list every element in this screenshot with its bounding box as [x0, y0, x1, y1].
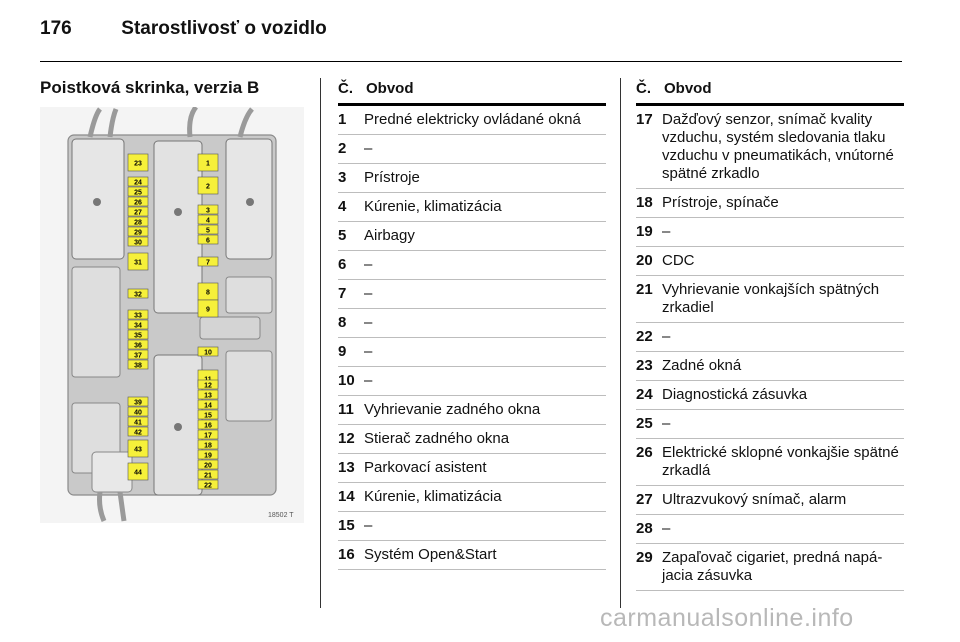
table-row [338, 309, 606, 338]
fuse-slot-label: 35 [134, 332, 142, 340]
fuse-circuit: – [662, 520, 671, 537]
fuse-number: 11 [338, 401, 354, 418]
table-row [636, 218, 904, 247]
table-row [636, 352, 904, 381]
table-row [636, 544, 904, 591]
fuse-box-diagram [40, 107, 304, 523]
fuse-slot-label: 32 [134, 291, 142, 299]
table-row [338, 222, 606, 251]
watermark: carmanualsonline.info [600, 604, 854, 632]
fuse-slot-label: 30 [134, 239, 142, 247]
fuse-slot-label: 36 [134, 342, 142, 350]
fuse-number: 27 [636, 491, 653, 508]
fuse-number: 22 [636, 328, 653, 345]
fuse-slot-label: 31 [134, 259, 142, 267]
table-row [338, 425, 606, 454]
fuse-slot-label: 8 [206, 289, 210, 297]
fuse-number: 12 [338, 430, 355, 447]
fuse-circuit: – [662, 328, 671, 345]
fuse-circuit: – [364, 256, 373, 273]
page-header [40, 18, 327, 40]
fuse-circuit: Elektrické sklopné vonkajšie spätné zrkadlá [662, 444, 899, 479]
table-header [338, 80, 606, 106]
fuse-slot-label: 38 [134, 362, 142, 370]
fuse-number: 18 [636, 194, 653, 211]
table-row [338, 164, 606, 193]
fuse-circuit: Vyhrievanie zadného okna [364, 401, 541, 418]
table-row [338, 541, 606, 570]
fuse-circuit: Prístroje [364, 169, 420, 186]
fuse-number: 26 [636, 444, 653, 461]
fuse-number: 28 [636, 520, 653, 537]
page-number: 176 [40, 18, 72, 39]
fuse-slot-label: 26 [134, 199, 142, 207]
table-header [636, 80, 904, 106]
fuse-circuit: Vyhrievanie vonkajších spätných zrkadiel [662, 281, 880, 316]
table-row [636, 276, 904, 323]
fuse-circuit: – [662, 223, 671, 240]
fuse-number: 6 [338, 256, 347, 273]
fuse-circuit: Systém Open&Start [364, 546, 497, 563]
fuse-slot-label: 43 [134, 446, 142, 454]
table-row [338, 251, 606, 280]
fuse-number: 16 [338, 546, 355, 563]
table-row [636, 247, 904, 276]
table-row [338, 338, 606, 367]
fuse-number: 23 [636, 357, 653, 374]
table-row [636, 486, 904, 515]
table-row [636, 410, 904, 439]
fuse-number: 15 [338, 517, 355, 534]
fuse-number: 7 [338, 285, 347, 302]
fuse-slot-label: 40 [134, 409, 142, 417]
circuit-header: Obvod [664, 80, 712, 97]
column-divider-2 [620, 78, 621, 608]
fuse-number: 5 [338, 227, 347, 244]
fuse-slot-label: 2 [206, 183, 210, 191]
fuse-slot-label: 13 [204, 392, 212, 400]
fuse-slot-label: 14 [204, 402, 212, 410]
fuse-slot-label: 12 [204, 382, 212, 390]
fuse-number: 14 [338, 488, 355, 505]
table-row [338, 135, 606, 164]
fuse-circuit: CDC [662, 252, 695, 269]
fuse-circuit: Predné elektricky ovládané okná [364, 111, 581, 128]
fuse-slot-label: 3 [206, 207, 210, 215]
fuse-circuit: Ultrazvukový snímač, alarm [662, 491, 847, 508]
table-row [636, 189, 904, 218]
number-header: Č. [338, 80, 353, 97]
table-row [636, 323, 904, 352]
fuse-circuit: – [364, 140, 373, 157]
table-row [636, 439, 904, 486]
fuse-slot-label: 23 [134, 160, 142, 168]
fuse-table-left [338, 80, 606, 570]
fuse-slot-label: 5 [206, 227, 210, 235]
fuse-number: 29 [636, 549, 653, 566]
fuse-circuit: Stierač zadného okna [364, 430, 510, 447]
fuse-slot-label: 39 [134, 399, 142, 407]
fuse-slot-label: 7 [206, 259, 210, 267]
table-row [636, 381, 904, 410]
fuse-circuit: Diagnostická zásuvka [662, 386, 808, 403]
fuse-circuit: Prístroje, spínače [662, 194, 779, 211]
fuse-slot-label: 20 [204, 462, 212, 470]
column-divider-1 [320, 78, 321, 608]
fuse-number: 2 [338, 140, 347, 157]
table-row [338, 396, 606, 425]
fuse-circuit: Zadné okná [662, 357, 742, 374]
fuse-slot-label: 27 [134, 209, 142, 217]
table-row [338, 454, 606, 483]
fuse-slot-label: 6 [206, 237, 210, 245]
fuse-circuit: Kúrenie, klimatizácia [364, 198, 502, 215]
fuse-table-right [636, 80, 904, 591]
fuse-number: 3 [338, 169, 347, 186]
fuse-circuit: Dažďový senzor, snímač kvality vzduchu, systém sledovania tlaku vzduchu v pneumatikách, vnútorné spätné zrkadlo [662, 111, 894, 182]
table-row [338, 367, 606, 396]
table-row [338, 512, 606, 541]
fuse-slot-label: 10 [204, 349, 212, 357]
fuse-number: 21 [636, 281, 653, 298]
table-row [636, 106, 904, 189]
fuse-slot-label: 34 [134, 322, 142, 330]
fuse-slot-label: 22 [204, 482, 212, 490]
fuse-number: 20 [636, 252, 653, 269]
fuse-number: 9 [338, 343, 347, 360]
fuse-slot-label: 25 [134, 189, 142, 197]
circuit-header: Obvod [366, 80, 414, 97]
fuse-number: 24 [636, 386, 653, 403]
fuse-number: 4 [338, 198, 347, 215]
page-title: Starostlivosť o vozidlo [121, 18, 327, 39]
fuse-circuit: – [364, 372, 373, 389]
fuse-slot-label: 19 [204, 452, 212, 460]
section-title: Poistková skrinka, verzia B [40, 78, 260, 97]
table-row [636, 515, 904, 544]
fuse-circuit: Airbagy [364, 227, 415, 244]
table-row [338, 280, 606, 309]
fuse-slot-label: 42 [134, 429, 142, 437]
fuse-slot-label: 29 [134, 229, 142, 237]
fuse-number: 25 [636, 415, 653, 432]
fuse-number: 8 [338, 314, 347, 331]
fuse-number: 19 [636, 223, 653, 240]
fuse-number: 13 [338, 459, 355, 476]
table-row [338, 483, 606, 512]
fuse-slot-label: 15 [204, 412, 212, 420]
fuse-circuit: Zapaľovač cigariet, predná napá- jacia zásuvka [662, 549, 883, 584]
fuse-circuit: – [364, 314, 373, 331]
fuse-circuit: – [662, 415, 671, 432]
fuse-slot-label: 9 [206, 306, 210, 314]
fuse-slot-label: 41 [134, 419, 142, 427]
fuse-slot-label: 1 [206, 160, 210, 168]
number-header: Č. [636, 80, 651, 97]
fuse-circuit: – [364, 285, 373, 302]
fuse-slot-label: 16 [204, 422, 212, 430]
fuse-circuit: Parkovací asistent [364, 459, 487, 476]
table-row [338, 193, 606, 222]
fuse-number: 10 [338, 372, 355, 389]
fuse-circuit: – [364, 343, 373, 360]
fuse-slot-label: 4 [206, 217, 210, 225]
fuse-slot-label: 24 [134, 179, 142, 187]
fuse-circuit: Kúrenie, klimatizácia [364, 488, 502, 505]
fuse-slot-label: 18 [204, 442, 212, 450]
fuse-slot-label: 28 [134, 219, 142, 227]
fuse-slot-label: 21 [204, 472, 212, 480]
fuse-slot-label: 33 [134, 312, 142, 320]
diagram-code: 18502 T [268, 512, 294, 519]
fuse-circuit: – [364, 517, 373, 534]
table-row [338, 106, 606, 135]
fuse-slot-label: 37 [134, 352, 142, 360]
fuse-slot-label: 17 [204, 432, 212, 440]
fuse-slot-label: 44 [134, 469, 142, 477]
header-rule [40, 61, 902, 62]
fuse-number: 1 [338, 111, 347, 128]
fuse-number: 17 [636, 111, 653, 128]
left-fuse-column [128, 154, 148, 480]
